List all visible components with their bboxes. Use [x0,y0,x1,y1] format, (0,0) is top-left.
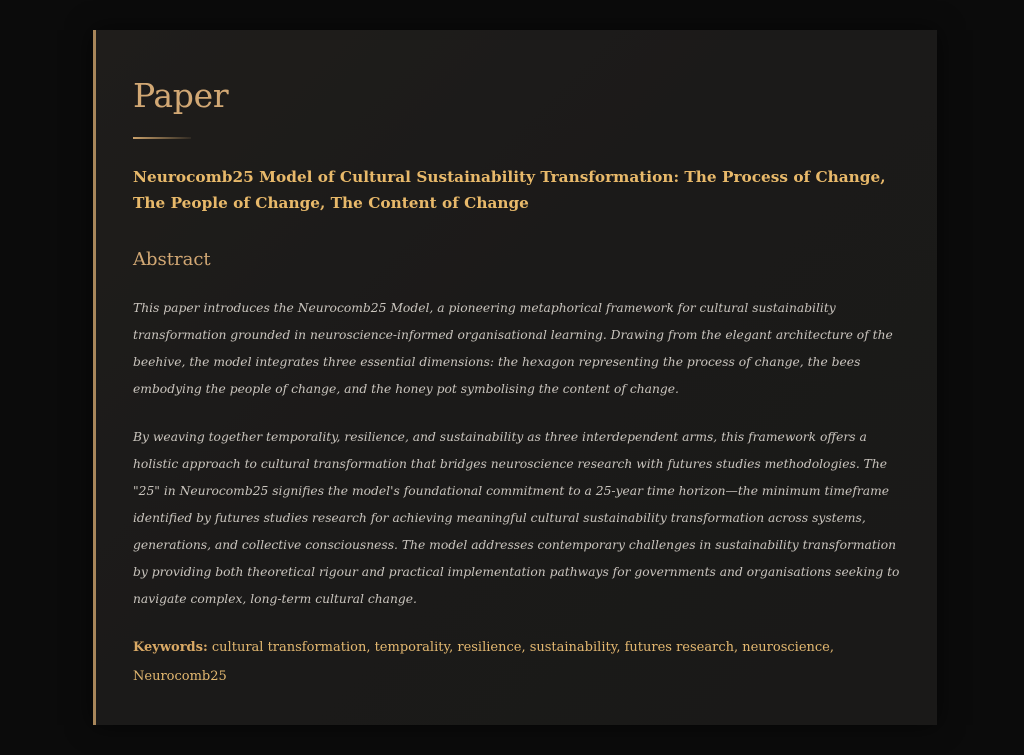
abstract-paragraph-2: By weaving together temporality, resilience, and sustainability as three interdependent arms, this framework offers a holistic approach to cultural transformation that bridges neuroscience research with futures studies methodologies. The "25" in Neurocomb25 signifies the model's foundational commitment to a 25-year time horizon—the minimum timeframe identified by futures studies research for achieving meaningful cultural sustainability transformation across systems, generations, and collective consciousness. The model addresses contemporary challenges in sustainability transformation by providing both theoretical rigour and practical implementation pathways for governments and organisations seeking to navigate complex, long-term cultural change. [133,430,900,606]
keywords-label: Keywords: [133,640,208,655]
abstract-heading: Abstract [133,249,211,270]
keywords [133,633,908,691]
title-divider [133,137,191,139]
page-title: Paper [133,76,229,115]
paper-card [93,30,937,725]
abstract-paragraph-1: This paper introduces the Neurocomb25 Model, a pioneering metaphorical framework for cultural sustainability transformation grounded in neuroscience-informed organisational learning. Drawing from the elegant architecture of the beehive, the model integrates three essential dimensions: the hexagon representing the process of change, the bees embodying the people of change, and the honey pot symbolising the content of change. [133,301,893,396]
keywords-list: cultural transformation, temporality, resilience, sustainability, futures research, neuroscience, Neurocomb25 [133,640,834,684]
paper-title: Neurocomb25 Model of Cultural Sustainability Transformation: The Process of Change, The People of Change, The Content of Change [133,168,886,212]
